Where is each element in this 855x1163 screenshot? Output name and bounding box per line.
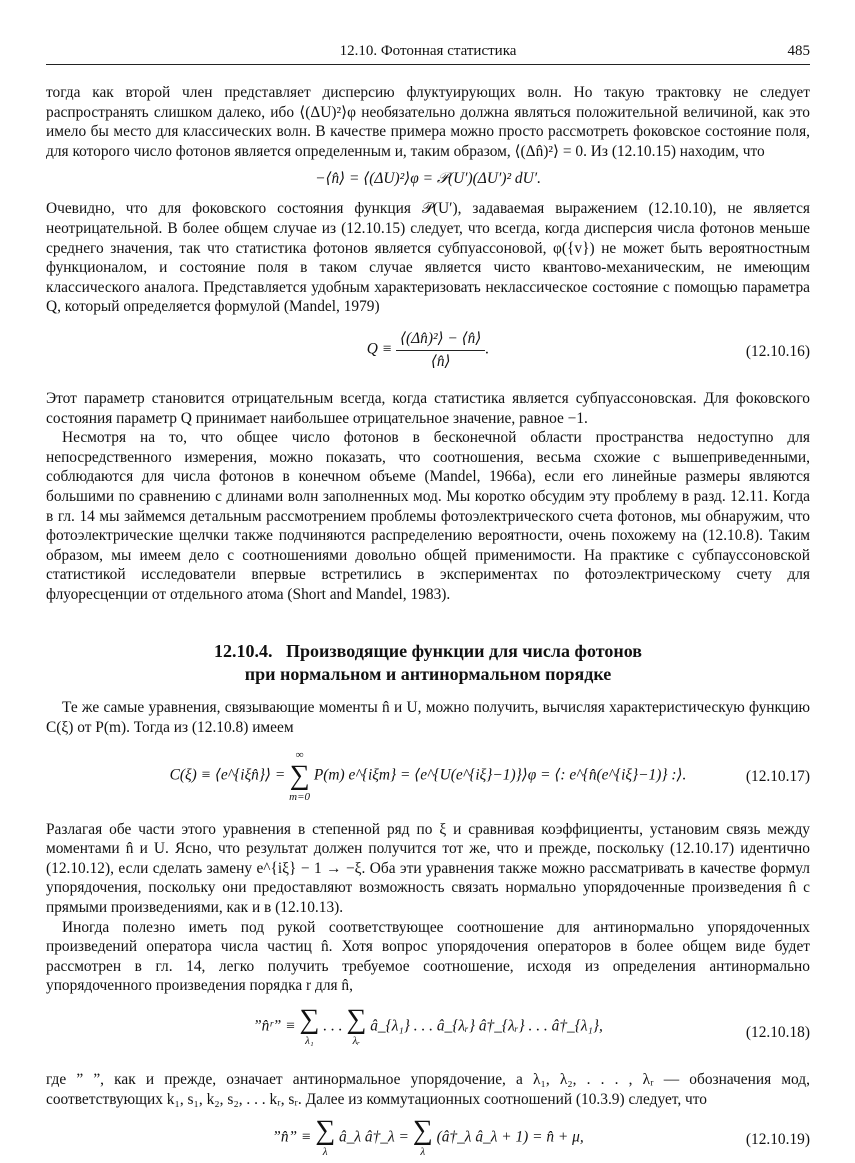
equation-lhs: Q ≡	[366, 340, 393, 358]
paragraph-2: Очевидно, что для фоковского состояния функция 𝒫(U′), задаваемая выражением (12.10.10), не является неотрицательной. В более общем случае из (12.10.15) следует, что всегда, когда дисперсия числа фотонов меньше среднего значения, так что статистика фотонов является субпуассоновой, φ({v}) не может быть вероятностным функционалом, и состояние поля в таком случае является чисто квантово-механическим, не имеющим классического аналога. Представляется удобным характеризовать неклассическое состояние с помощью параметра Q, который определяется формулой (Mandel, 1979)	[46, 200, 810, 316]
summation	[413, 1117, 433, 1159]
summation-r	[346, 1006, 366, 1048]
sum-index: λᵣ	[352, 1035, 361, 1047]
equation-body: −⟨n̂⟩ = ⟨(ΔU)²⟩φ = 𝒫(U′)(ΔU′)² dU′.	[315, 170, 541, 188]
section-title-line-2: при нормальном и антинормальном порядке	[244, 664, 612, 685]
equation-lhs: ”n̂” ≡	[272, 1128, 312, 1146]
sum-index: λ	[322, 1146, 328, 1159]
sigma-symbol: ∑	[346, 1004, 367, 1035]
sum-index: λ₁	[305, 1035, 314, 1047]
equation-12-10-16: Q ≡ $\frac{\text{⟨(Δn̂)²⟩ − ⟨n̂⟩}}{⟨n̂⟩}$ . (12.10.16)	[366, 329, 810, 370]
equation-12-10-18	[46, 1006, 810, 1060]
paragraph-8: где ” ”, как и прежде, означает антинормальное упорядочение, а λ₁, λ₂, . . . , λᵣ — обозначения мод, соответствующих k₁, s₁, k₂, s₂, . . . kᵣ, sᵣ. Далее из коммутационных соотношений (10.3.9) следует, что	[46, 1071, 810, 1108]
section-number: 12.10.4.	[214, 641, 273, 662]
ellipsis: . . .	[323, 1017, 343, 1035]
equation-12-10-19	[46, 1117, 810, 1163]
equation-mid: â_λ â†_λ =	[339, 1128, 409, 1146]
sigma-symbol: ∑	[299, 1004, 320, 1035]
paragraph-1: тогда как второй член представляет дисперсию флуктуирующих волн. Но такую трактовку не следует распространять слишком далеко, ибо ⟨(ΔU)²⟩φ необязательно должна являться положительной величиной, как это имело бы место для классических волн. В качестве примера можно просто рассмотреть фоковское состояние поля, для которого число фотонов является определенным и, таким образом, ⟨(Δn̂)²⟩ = 0. Из (12.10.15) находим, что	[46, 84, 810, 160]
paragraph-6: Разлагая обе части этого уравнения в степенной ряд по ξ и сравнивая коэффициенты, установим связь между моментами n̂ и U. Ясно, что результат должен получится тот же, что и прежде, поскольку (12.10.17) идентично (12.10.12), если сделать замену e^{iξ} − 1 → −ξ. Оба эти уравнения также можно рассматривать в качестве формул упорядочения, поскольку они предоставляют возможность связать нормально упорядоченные произведения n̂ с прямыми произведениями, как и в (12.10.13).	[46, 820, 810, 917]
header-rule	[46, 64, 810, 65]
running-header	[46, 38, 810, 62]
equation-rhs: â_{λ₁} . . . â_{λᵣ} â†_{λᵣ} . . . â†_{λ₁},	[370, 1017, 603, 1035]
equation-label: (12.10.16)	[745, 343, 810, 361]
sigma-symbol: ∑	[412, 1115, 433, 1147]
sigma-symbol: ∑	[315, 1115, 336, 1147]
page	[46, 38, 810, 1163]
equation-label: (12.10.17)	[745, 767, 810, 785]
summation	[315, 1117, 335, 1159]
paragraph-3: Этот параметр становится отрицательным всегда, когда статистика является субпуассоновская. Для фоковского состояния параметр Q принимает наибольшее отрицательное значение, равное −1.	[46, 389, 810, 427]
equation-rhs: (â†_λ â_λ + 1) = n̂ + μ,	[436, 1128, 584, 1146]
equation-lhs: ”n̂ʳ” ≡	[253, 1017, 296, 1035]
fraction-numerator: ⟨(Δn̂)²⟩ − ⟨n̂⟩	[396, 329, 485, 351]
section-heading	[46, 640, 810, 686]
equation-rhs: P(m) e^{iξm} = ⟨e^{U(e^{iξ}−1)}⟩φ = ⟨: e^{n̂(e^{iξ}−1)} :⟩.	[313, 766, 687, 784]
summation-1	[299, 1006, 319, 1048]
sigma-symbol: ∑	[289, 759, 310, 791]
paragraph-4: Несмотря на то, что общее число фотонов в бесконечной области пространства недоступно для непосредственного измерения, можно показать, что соотношения, весьма схожие с вышеприведенными, соблюдаются для числа фотонов в конечном объеме (Mandel, 1966а), если его линейные размеры являются большими по сравнению с длинами волн заполненных мод. Мы коротко обсудим эту проблему в разд. 12.11. Когда в гл. 14 мы займемся детальным рассмотрением проблемы фотоэлектрического счета фотонов, мы обнаружим, что фотоэлектрические щелчки также подчиняются распределению вероятности, очень похожему на (12.10.8). Таким образом, мы имеем дело с соотношениями довольно общей применимости. На практике с субпауссоновской статистикой исследователи впервые встретились в экспериментах по фотоэлектрическому счету для флуоресценции от отдельного атома (Short and Mandel, 1983).	[46, 429, 810, 603]
sum-index: λ	[420, 1146, 426, 1159]
equation-label: (12.10.18)	[745, 1024, 810, 1042]
summation	[289, 748, 310, 804]
sum-upper-limit: ∞	[295, 748, 304, 761]
fraction	[396, 329, 485, 371]
paragraph-5: Те же самые уравнения, связывающие моменты n̂ и U, можно получить, вычисляя характеристическую функцию C(ξ) от P(m). Тогда из (12.10.8) имеем	[46, 699, 810, 737]
equation-lhs: C(ξ) ≡ ⟨e^{iξn̂}⟩ =	[169, 766, 286, 784]
equation-12-10-17	[46, 748, 810, 806]
equation-label: (12.10.19)	[745, 1131, 810, 1149]
page-number: 485	[787, 43, 810, 59]
running-title: 12.10. Фотонная статистика	[339, 43, 517, 59]
sum-lower-limit: m=0	[289, 790, 311, 803]
paragraph-7: Иногда полезно иметь под рукой соответствующее соотношение для антинормально упорядоченных произведений оператора числа частиц n̂. Хотя вопрос упорядочения операторов в более общем виде будет рассмотрен в гл. 14, легко получить требуемое соотношение, исходя из определения антинормально упорядоченного произведения порядка r для n̂,	[46, 918, 810, 995]
section-title-line-1: Производящие функции для числа фотонов	[286, 641, 642, 662]
equation-photon-variance	[46, 167, 810, 193]
fraction-denominator: ⟨n̂⟩	[430, 352, 451, 370]
